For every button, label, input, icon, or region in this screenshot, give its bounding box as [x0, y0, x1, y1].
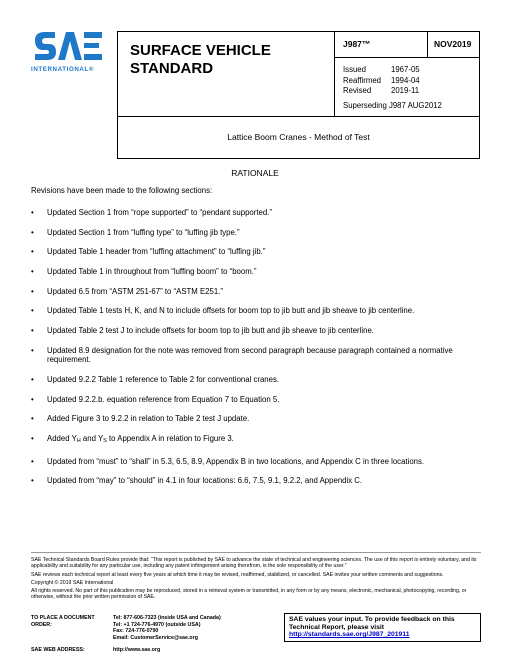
doc-date: NOV2019 — [428, 32, 480, 58]
list-item: • Updated Table 2 test J to include offsets for boom top to jib butt and jib sheave to jib centerline. — [31, 326, 486, 336]
list-item: • Added $Y_H$ and $Y_S$ to Appendix A in relation to Figure 3. — [31, 434, 486, 447]
title-line-1: SURFACE VEHICLE — [130, 42, 271, 59]
web-link[interactable]: http://www.sae.org — [113, 647, 161, 653]
order-details: Tel: 877-606-7323 (inside USA and Canada) Tel: +1 724-776-4970 (outside USA) Fax: 724-776-0790 Email: CustomerService@sae.org — [113, 615, 221, 641]
feedback-box: SAE values your input. To provide feedback on this Technical Report, please visit http://standards.sae.org/J987_201911 — [284, 613, 481, 642]
title-line-2: STANDARD — [130, 60, 214, 77]
footer-copyright: Copyright © 2019 SAE International — [31, 579, 114, 586]
list-item: • Updated from “must” to “shall” in 5.3, 6.5, 8.9, Appendix B in two locations, and Appendix C in three locations. — [31, 457, 486, 467]
list-item: • Updated Table 1 tests H, K, and N to include offsets for boom top to jib butt and jib sheave to jib centerline. — [31, 306, 486, 316]
reaffirmed-row: Reaffirmed 1994-04 — [343, 75, 420, 85]
feedback-link[interactable]: http://standards.sae.org/J987_201911 — [289, 631, 410, 639]
list-item: • Updated 8.9 designation for the note was removed from second paragraph because paragraph contained a normative requirement. — [31, 346, 486, 365]
issued-row: Issued 1967-05 — [343, 65, 420, 74]
list-item: • Added Figure 3 to 9.2.2 in relation to Table 2 test J update. — [31, 414, 486, 424]
list-item: • Updated Section 1 from “luffing type” to “luffing jib type.” — [31, 228, 486, 238]
list-item: • Updated 6.5 from “ASTM 251-67” to “ASTM E251.” — [31, 287, 486, 297]
superseding-text: Superseding J987 AUG2012 — [343, 100, 442, 110]
order-contact — [31, 615, 221, 641]
list-item: • Updated 9.2.2.b. equation reference from Equation 7 to Equation 5. — [31, 395, 486, 405]
order-email-link[interactable]: Email: CustomerService@sae.org — [113, 634, 198, 641]
footer-rules: SAE Technical Standards Board Rules provide that: “This report is published by SAE to advance the state of technical and engineering sciences. The use of this report is entirely voluntary, and its applicability and suitability for any particular use, including any patent infringement arising therefrom, is the sole responsibility of the user.” — [31, 557, 477, 570]
order-label: TO PLACE A DOCUMENT ORDER: — [31, 615, 95, 628]
footer-legal — [31, 552, 481, 603]
list-item: • Updated Section 1 from “rope supported” to “pendant supported.” — [31, 208, 486, 218]
logo-international-text: INTERNATIONAL® — [31, 66, 95, 73]
footer-review: SAE reviews each technical report at least every five years at which time it may be revised, reaffirmed, stabilized, or cancelled. SAE invites your written comments and suggestions. — [31, 571, 444, 578]
revision-list — [31, 208, 486, 496]
list-item: • Updated Table 1 header from “luffing attachment” to “luffing jib.” — [31, 247, 486, 257]
issue-history — [335, 58, 480, 116]
web-label: SAE WEB ADDRESS: — [31, 647, 85, 653]
web-address — [31, 647, 160, 653]
revised-row: Revised 2019-11 — [343, 86, 420, 95]
title-cell — [118, 32, 335, 116]
rationale-heading: RATIONALE — [231, 168, 279, 178]
footer-rights: All rights reserved. No part of this publication may be reproduced, stored in a retrieval system or transmitted, in any form or by any means, electronic, mechanical, photocopying, recording, or otherwise, without the prior written permission of SAE. — [31, 588, 467, 601]
list-item: • Updated Table 1 in throughout from “luffing boom” to “boom.” — [31, 267, 486, 277]
standard-title — [130, 42, 330, 78]
document-subtitle: Lattice Boom Cranes - Method of Test — [118, 116, 479, 159]
doc-number: J987™ — [335, 32, 428, 58]
list-item: • Updated 9.2.2 Table 1 reference to Table 2 for conventional cranes. — [31, 375, 486, 385]
list-item: • Updated from “may” to “should” in 4.1 in four locations: 6.6, 7.5, 9.1, 9.2.2, and Appendix C. — [31, 476, 486, 486]
intro-text: Revisions have been made to the following sections: — [31, 186, 213, 195]
document-header — [117, 31, 480, 159]
